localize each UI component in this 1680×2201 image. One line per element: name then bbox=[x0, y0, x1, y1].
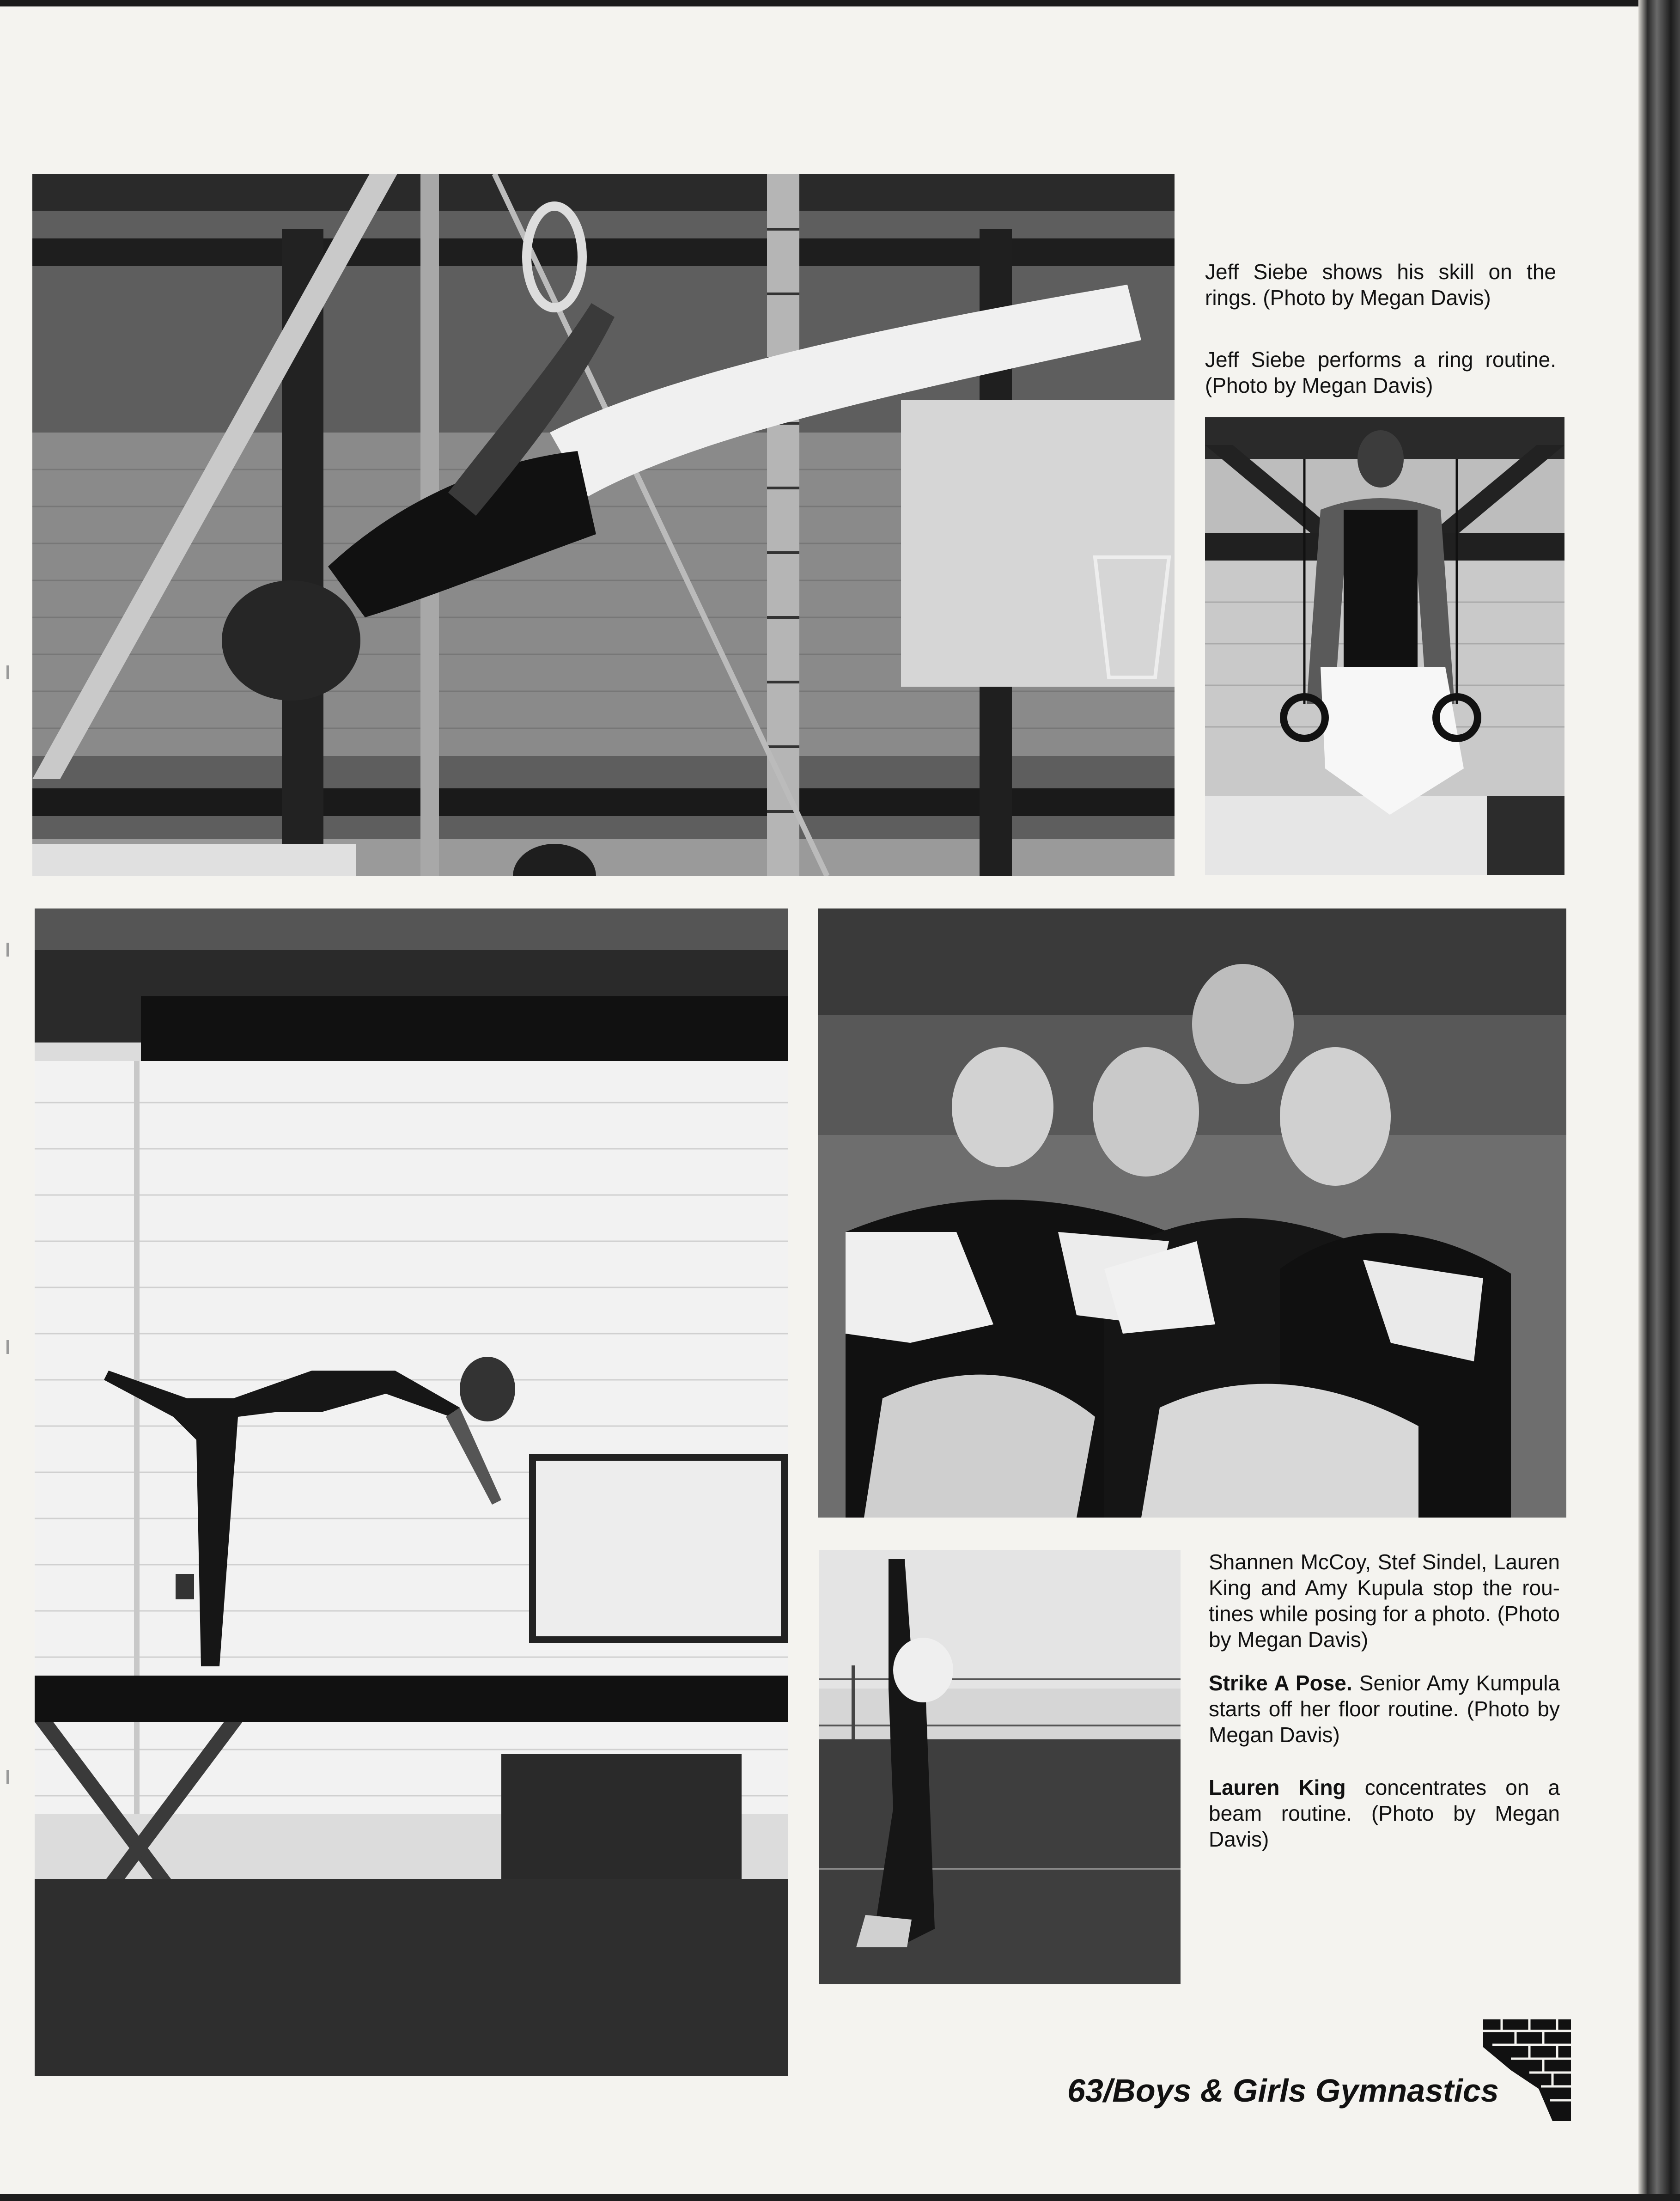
caption-beam bbox=[1209, 1774, 1560, 1852]
margin-tick bbox=[6, 665, 9, 679]
photo-beam bbox=[35, 908, 788, 2076]
caption-rings-1: Jeff Siebe shows his skill on the rings. (Photo by Megan Davis) bbox=[1205, 260, 1556, 310]
photo-group bbox=[818, 908, 1566, 1518]
margin-tick bbox=[6, 1340, 9, 1354]
page-title-footer: 63/Boys & Girls Gymnastics bbox=[1067, 2073, 1499, 2109]
photo-rings-small bbox=[1205, 417, 1564, 875]
caption-rings-2: Jeff Siebe performs a ring routine. (Photo by Megan Davis) bbox=[1205, 348, 1556, 397]
page-edge-bottom bbox=[0, 2194, 1680, 2201]
margin-tick bbox=[6, 1770, 9, 1784]
page-edge-right bbox=[1638, 0, 1680, 2201]
caption-group: Shannen McCoy, Stef Sindel, Lauren King and Amy Kupula stop the rou-tines while posing for a photo. (Photo by Megan Davis) bbox=[1209, 1550, 1560, 1652]
photo-floor bbox=[819, 1550, 1181, 1984]
margin-tick bbox=[6, 943, 9, 957]
photo-rings-main bbox=[32, 174, 1175, 876]
caption-floor-text: Senior Amy Kumpula starts off her floor routine. (Photo by Megan Davis) bbox=[1209, 1671, 1560, 1747]
brick-wall-icon bbox=[1483, 2019, 1571, 2121]
caption-beam-text: concentrates on a beam routine. (Photo by Megan Davis) bbox=[1209, 1775, 1560, 1851]
caption-floor bbox=[1209, 1670, 1560, 1748]
page-edge-top bbox=[0, 0, 1680, 6]
caption-floor-lead: Strike A Pose. bbox=[1209, 1671, 1352, 1695]
caption-beam-lead: Lauren King bbox=[1209, 1775, 1346, 1799]
